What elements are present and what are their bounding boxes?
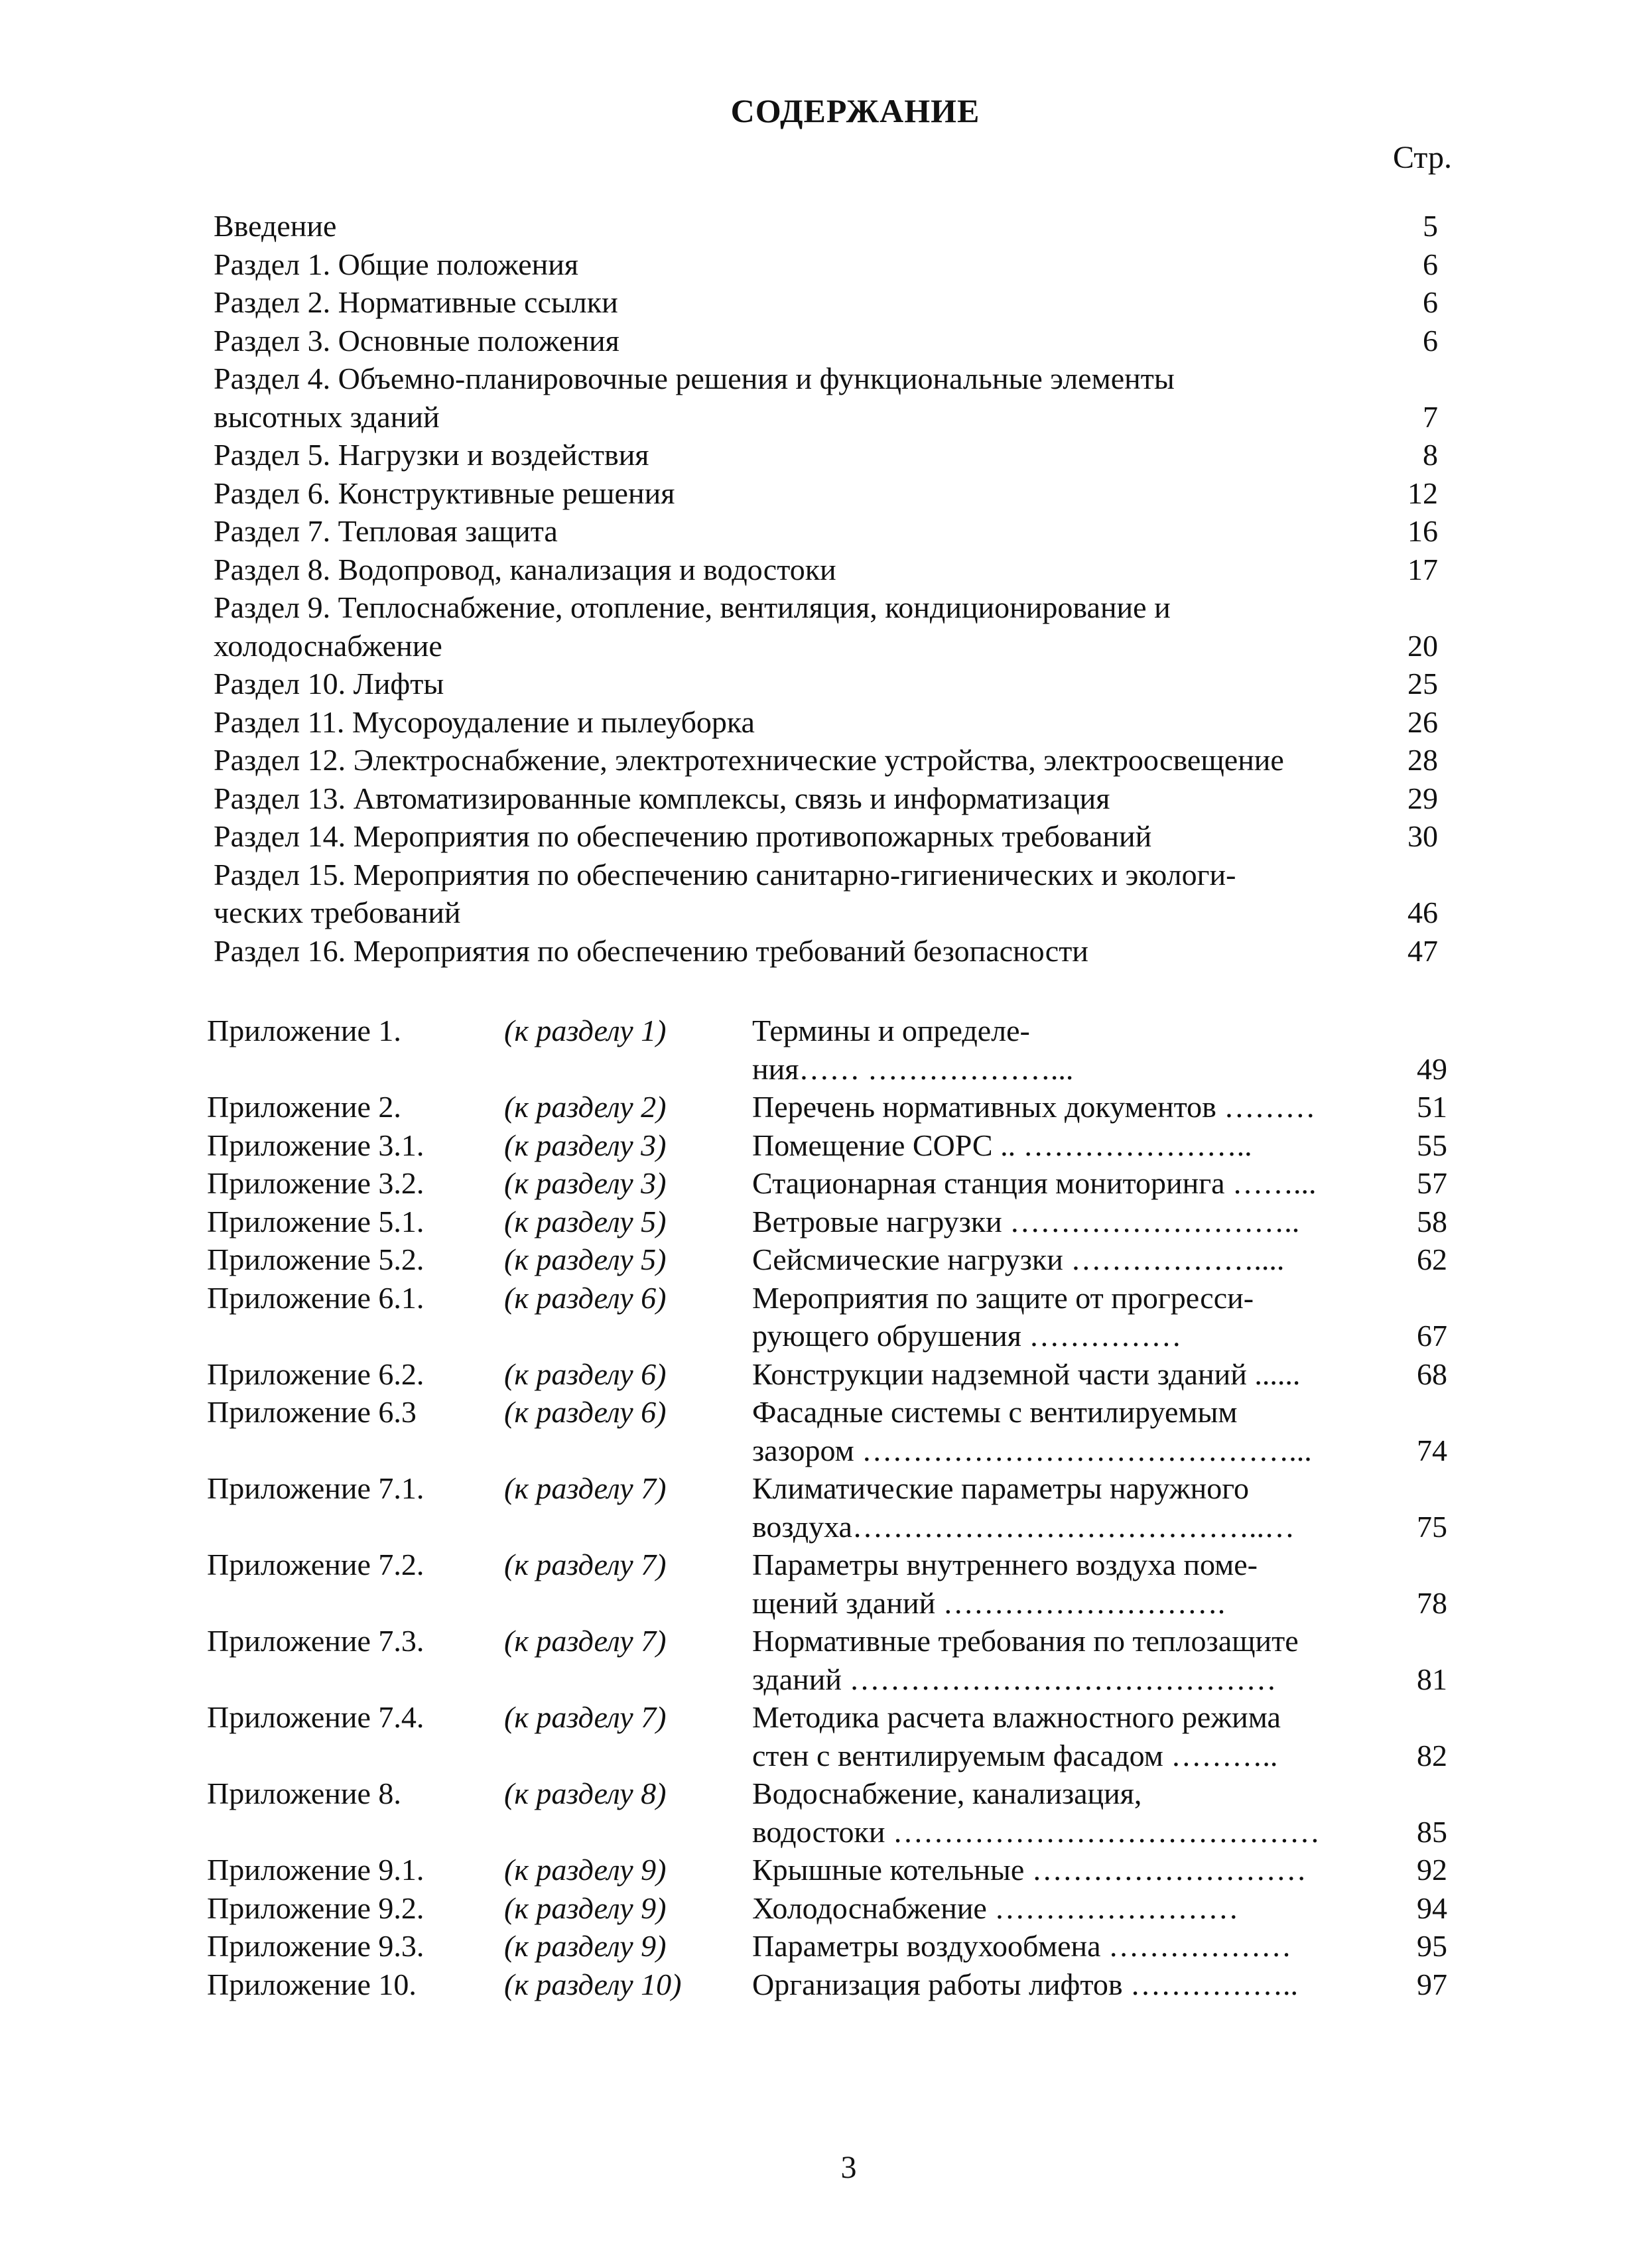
appendix-title-line: Водоснабжение, канализация, (752, 1776, 1142, 1810)
toc-page-number: 62 (1417, 1242, 1447, 1276)
toc-appendix-row (207, 1164, 1461, 1203)
appendix-title-line: Крышные котельные ……………………… (752, 1853, 1307, 1887)
appendix-title-line: зазором ……………………………………... (752, 1433, 1312, 1467)
toc-page-number: 95 (1417, 1929, 1447, 1963)
toc-page-number: 6 (1423, 247, 1438, 281)
toc-appendix-row (207, 1851, 1461, 1889)
appendix-name: Приложение 9.2. (207, 1891, 424, 1925)
appendix-section-ref: (к разделу 7) (504, 1624, 667, 1658)
toc-page-number: 94 (1417, 1891, 1447, 1925)
toc-page-number: 7 (1423, 399, 1438, 434)
toc-page-number: 55 (1417, 1128, 1447, 1162)
appendix-name: Приложение 3.2. (207, 1166, 424, 1200)
toc-section-row (214, 474, 1451, 513)
appendix-title-line: Методика расчета влажностного режима (752, 1700, 1281, 1734)
appendix-title-line: Сейсмические нагрузки ……………….... (752, 1242, 1285, 1276)
appendix-title (752, 1164, 1376, 1203)
appendix-title (752, 1393, 1376, 1469)
appendix-title (752, 1203, 1376, 1241)
toc-section-title: Раздел 9. Теплоснабжение, отопление, вентиляция, кондиционирование и (214, 590, 1171, 624)
appendix-section-ref: (к разделу 5) (504, 1204, 667, 1238)
toc-appendix-row (207, 1966, 1461, 2004)
page-column-label: Стр. (1393, 140, 1452, 175)
appendix-title (752, 1012, 1376, 1088)
toc-appendix-row (207, 1889, 1461, 1928)
toc-appendix-row (207, 1698, 1461, 1774)
toc-page-number: 85 (1417, 1814, 1447, 1849)
appendix-title (752, 1469, 1376, 1546)
appendix-name: Приложение 7.3. (207, 1624, 424, 1658)
toc-page-number: 74 (1417, 1433, 1447, 1467)
appendix-section-ref: (к разделу 6) (504, 1280, 667, 1315)
appendix-section-ref: (к разделу 5) (504, 1242, 667, 1276)
appendix-name: Приложение 6.2. (207, 1357, 424, 1391)
appendix-section-ref: (к разделу 9) (504, 1929, 667, 1963)
toc-appendix-row (207, 1279, 1461, 1355)
appendix-title-line: Стационарная станция мониторинга ……... (752, 1166, 1317, 1200)
toc-page-number: 5 (1423, 209, 1438, 243)
toc-page-number: 16 (1407, 514, 1438, 548)
appendix-name: Приложение 2. (207, 1090, 401, 1124)
toc-page-number: 25 (1407, 667, 1438, 700)
toc-section-row (214, 512, 1451, 551)
toc-appendix-row (207, 1622, 1461, 1698)
appendix-title-line: Организация работы лифтов …………….. (752, 1967, 1299, 2001)
toc-page-number: 26 (1407, 704, 1438, 739)
appendix-name: Приложение 9.1. (207, 1853, 424, 1887)
appendix-name: Приложение 9.3. (207, 1929, 424, 1963)
appendix-title-line: Климатические параметры наружного (752, 1471, 1249, 1505)
appendix-name: Приложение 3.1. (207, 1128, 424, 1162)
appendix-title-line: Параметры воздухообмена ……………… (752, 1929, 1292, 1963)
toc-appendix-row (207, 1240, 1461, 1279)
toc-section-title: Раздел 11. Мусороудаление и пылеуборка (214, 704, 755, 739)
appendix-title-line: водостоки …………………………………… (752, 1814, 1321, 1849)
toc-section-title: Раздел 7. Тепловая защита (214, 514, 558, 548)
toc-section-title: высотных зданий (214, 399, 440, 434)
toc-page-number: 28 (1407, 743, 1438, 777)
appendix-title (752, 1851, 1376, 1889)
toc-section-row (214, 932, 1451, 970)
sections-list (214, 207, 1451, 970)
appendix-section-ref: (к разделу 2) (504, 1090, 667, 1124)
toc-page-number: 6 (1423, 285, 1438, 319)
appendix-title-line: Конструкции надземной части зданий ...... (752, 1357, 1301, 1391)
appendix-name: Приложение 6.3 (207, 1395, 417, 1429)
toc-section-row (214, 551, 1451, 589)
appendix-title (752, 1240, 1376, 1279)
toc-appendix-row (207, 1774, 1461, 1851)
toc-appendix-row (207, 1203, 1461, 1241)
toc-section-row (214, 741, 1451, 779)
toc-page-number: 6 (1423, 323, 1438, 358)
appendix-title (752, 1966, 1376, 2004)
toc-page-number: 57 (1417, 1166, 1447, 1200)
toc-page-number: 78 (1417, 1585, 1447, 1620)
toc-section-row (214, 817, 1451, 856)
appendix-section-ref: (к разделу 1) (504, 1014, 667, 1047)
appendix-section-ref: (к разделу 8) (504, 1776, 667, 1810)
toc-section-title: Раздел 1. Общие положения (214, 247, 579, 281)
toc-page-number: 30 (1407, 819, 1438, 853)
toc-section-title: Раздел 5. Нагрузки и воздействия (214, 438, 649, 472)
appendix-title (752, 1126, 1376, 1165)
appendix-name: Приложение 1. (207, 1014, 401, 1047)
appendix-section-ref: (к разделу 9) (504, 1891, 667, 1925)
toc-section-row (214, 588, 1451, 665)
toc-appendix-row (207, 1126, 1461, 1165)
toc-appendix-row (207, 1012, 1461, 1088)
appendix-title-line: Термины и определе- (752, 1014, 1030, 1047)
toc-page-number: 75 (1417, 1509, 1447, 1544)
toc-section-title: Раздел 13. Автоматизированные комплексы, связь и информатизация (214, 781, 1110, 815)
toc-section-title: Раздел 4. Объемно-планировочные решения и функциональные элементы (214, 362, 1175, 395)
appendix-title (752, 1698, 1376, 1774)
toc-appendix-row (207, 1355, 1461, 1394)
appendix-section-ref: (к разделу 9) (504, 1853, 667, 1887)
toc-section-title: Раздел 15. Мероприятия по обеспечению санитарно-гигиенических и экологи- (214, 857, 1236, 892)
toc-section-title: Введение (214, 209, 337, 243)
toc-page-number: 97 (1417, 1967, 1447, 2001)
toc-section-title: Раздел 3. Основные положения (214, 323, 620, 358)
appendix-title (752, 1546, 1376, 1622)
toc-section-row (214, 283, 1451, 322)
toc-appendix-row (207, 1088, 1461, 1126)
appendix-title-line: Нормативные требования по теплозащите (752, 1624, 1299, 1658)
appendix-name: Приложение 6.1. (207, 1280, 424, 1315)
appendices-list (207, 1012, 1461, 2003)
toc-section-title: ческих требований (214, 896, 461, 929)
toc-page-number: 49 (1417, 1051, 1447, 1086)
toc-page-number: 47 (1407, 933, 1438, 968)
appendix-section-ref: (к разделу 6) (504, 1395, 667, 1429)
toc-appendix-row (207, 1469, 1461, 1546)
appendix-title-line: Параметры внутреннего воздуха поме- (752, 1548, 1258, 1581)
toc-page-number: 20 (1407, 628, 1438, 663)
toc-section-title: Раздел 8. Водопровод, канализация и водостоки (214, 552, 836, 586)
toc-page-number: 17 (1407, 552, 1438, 586)
toc-appendix-row (207, 1546, 1461, 1622)
toc-section-title: Раздел 6. Конструктивные решения (214, 476, 675, 510)
appendix-title (752, 1355, 1376, 1394)
page-number: 3 (840, 2150, 857, 2185)
toc-page-number: 8 (1423, 438, 1438, 472)
toc-page-number: 92 (1417, 1853, 1447, 1887)
toc-page-number: 67 (1417, 1319, 1447, 1353)
toc-section-title: Раздел 10. Лифты (214, 667, 444, 700)
appendix-title-line: рующего обрушения …………… (752, 1319, 1182, 1353)
toc-section-title: Раздел 12. Электроснабжение, электротехнические устройства, электроосвещение (214, 743, 1284, 777)
toc-section-row (214, 436, 1451, 474)
appendix-title-line: ния…… ………………... (752, 1051, 1074, 1086)
appendix-title-line: стен с вентилируемым фасадом ……….. (752, 1738, 1278, 1772)
appendix-title-line: зданий …………………………………… (752, 1662, 1277, 1696)
toc-section-row (214, 360, 1451, 436)
appendix-title (752, 1889, 1376, 1928)
appendix-section-ref: (к разделу 3) (504, 1166, 667, 1200)
appendix-section-ref: (к разделу 7) (504, 1700, 667, 1734)
toc-section-row (214, 779, 1451, 818)
toc-page-number: 12 (1407, 476, 1438, 510)
appendix-section-ref: (к разделу 7) (504, 1548, 667, 1581)
appendix-title (752, 1622, 1376, 1698)
toc-section-row (214, 856, 1451, 932)
toc-page-number: 29 (1407, 781, 1438, 815)
toc-section-row (214, 322, 1451, 360)
appendix-title (752, 1774, 1376, 1851)
appendix-name: Приложение 8. (207, 1776, 401, 1810)
appendix-title-line: Фасадные системы с вентилируемым (752, 1395, 1238, 1429)
appendix-title-line: Помещение СОРС .. ………………….. (752, 1128, 1252, 1162)
toc-section-row (214, 665, 1451, 703)
appendix-name: Приложение 7.2. (207, 1548, 424, 1581)
appendix-section-ref: (к разделу 6) (504, 1357, 667, 1391)
toc-section-title: Раздел 14. Мероприятия по обеспечению противопожарных требований (214, 819, 1152, 853)
appendix-name: Приложение 5.2. (207, 1242, 424, 1276)
toc-page-number: 68 (1417, 1357, 1447, 1391)
toc-page-number: 51 (1417, 1090, 1447, 1124)
toc-page-number: 46 (1407, 896, 1438, 929)
toc-section-row (214, 207, 1451, 245)
appendix-name: Приложение 10. (207, 1967, 417, 2001)
toc-page-number: 81 (1417, 1662, 1447, 1696)
appendix-name: Приложение 5.1. (207, 1204, 424, 1238)
appendix-title-line: Перечень нормативных документов ……… (752, 1090, 1316, 1124)
appendix-title-line: Холодоснабжение …………………… (752, 1891, 1239, 1925)
toc-appendix-row (207, 1393, 1461, 1469)
page-title: СОДЕРЖАНИЕ (730, 92, 980, 129)
appendix-title-line: Мероприятия по защите от прогресси- (752, 1280, 1254, 1315)
appendix-name: Приложение 7.1. (207, 1471, 424, 1505)
appendix-section-ref: (к разделу 10) (504, 1967, 682, 2001)
toc-page-number: 82 (1417, 1738, 1447, 1772)
appendix-name: Приложение 7.4. (207, 1700, 424, 1734)
toc-section-row (214, 245, 1451, 284)
toc-section-title: Раздел 2. Нормативные ссылки (214, 285, 618, 319)
appendix-section-ref: (к разделу 3) (504, 1128, 667, 1162)
appendix-title-line: щений зданий ………………………. (752, 1585, 1226, 1620)
appendix-title-line: Ветровые нагрузки ……………………….. (752, 1204, 1300, 1238)
toc-appendix-row (207, 1927, 1461, 1966)
appendix-title (752, 1088, 1376, 1126)
toc-section-title: холодоснабжение (214, 628, 442, 663)
toc-page-number: 58 (1417, 1204, 1447, 1238)
toc-section-title: Раздел 16. Мероприятия по обеспечению требований безопасности (214, 933, 1088, 968)
appendix-title (752, 1927, 1376, 1966)
appendix-title-line: воздуха…………………………………..… (752, 1509, 1295, 1544)
appendix-title (752, 1279, 1376, 1355)
appendix-section-ref: (к разделу 7) (504, 1471, 667, 1505)
toc-section-row (214, 703, 1451, 742)
